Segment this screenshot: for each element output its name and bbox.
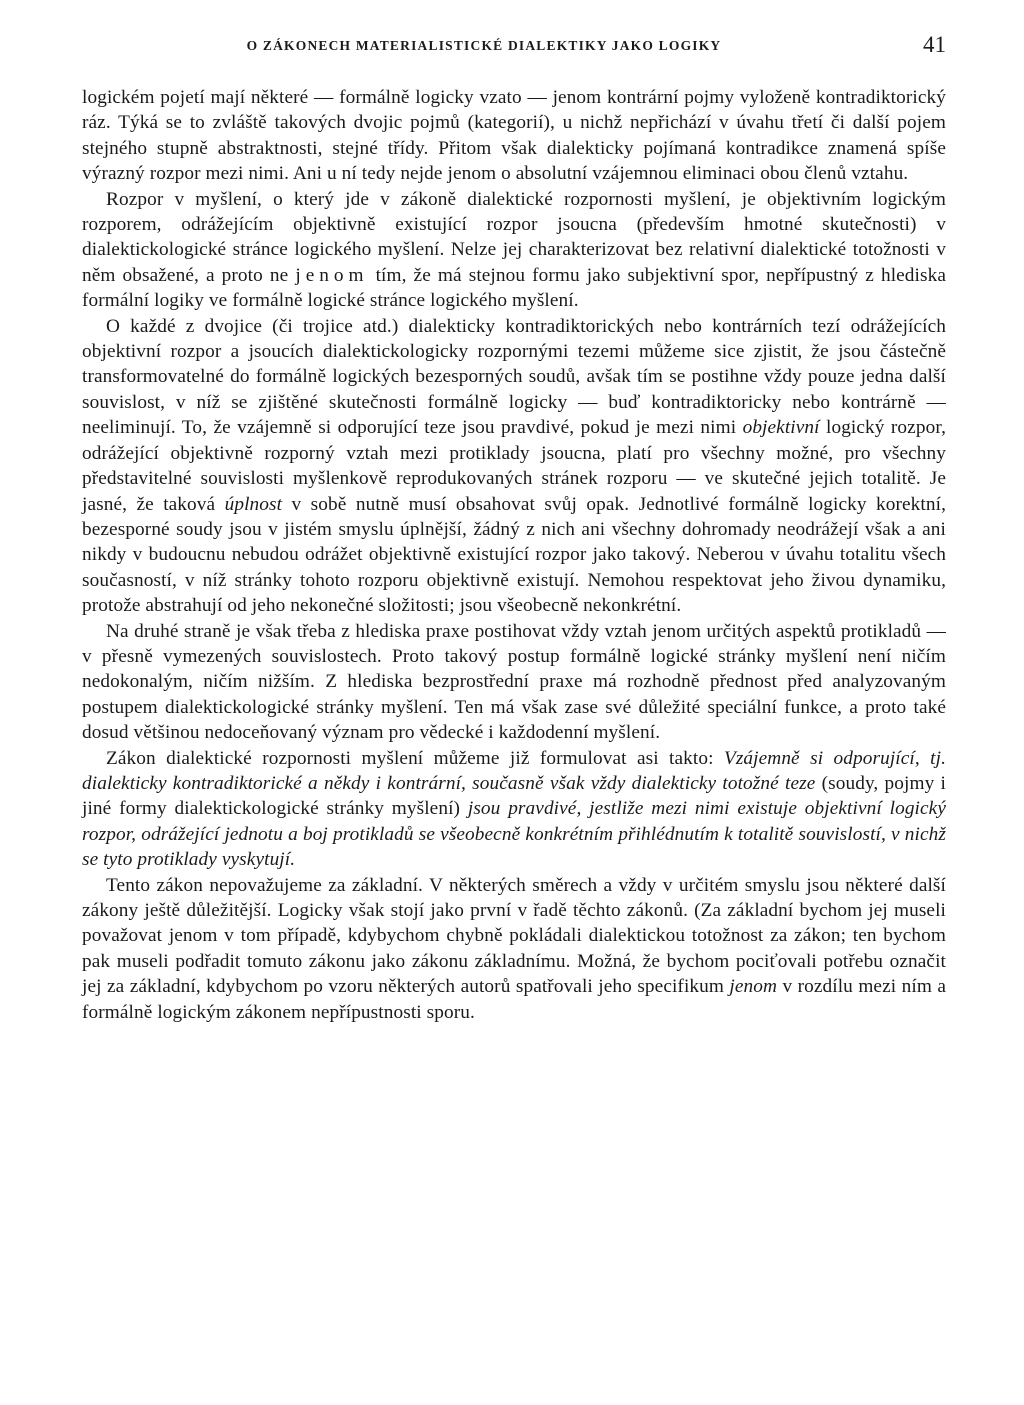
text-segment: v rozdílu mezi ním a formálně logickým zákonem nepřípustnosti sporu. bbox=[82, 976, 946, 1023]
text-segment: logický rozpor, odrážející objektivně rozporný vztah mezi protiklady jsoucna, platí pro všechny možné, pro všechny představitelné souvislosti myšlenkově reprodukovaných stránek rozporu — ve skutečné jejich totalitě. Je jasné, že taková bbox=[82, 417, 946, 515]
text-segment: v sobě nutně musí obsahovat svůj opak. Jednotlivé formálně logicky korektní, bezesporné soudy jsou v jistém smyslu úplnější, žádný z nich ani všechny dohromady neodrážejí však a ani nikdy v budoucnu nebudou odrážet objektivně existující rozpor jako takový. Neberou v úvahu totalitu všech současností, v níž stránky tohoto rozporu objektivně existují. Nemohou respektovat jeho živou dynamiku, protože abstrahují od jeho nekonečné složitosti; jsou všeobecně nekonkrétní. bbox=[82, 493, 946, 617]
paragraph bbox=[82, 873, 946, 1025]
paragraph bbox=[82, 619, 946, 746]
italic-text: jenom bbox=[729, 976, 778, 998]
paragraph bbox=[82, 85, 946, 187]
text-segment: logickém pojetí mají některé — formálně logicky vzato — jenom kontrární pojmy vyloženě kontradiktorický ráz. Týká se to zvláště takových dvojic pojmů (kategorií), u nichž nepřichází v úvahu třetí či další pojem stejného stupně abstraktnosti, stejné třídy. Přitom však dialekticky pojímaná kontradikce znamená spíše výrazný rozpor mezi nimi. Ani u ní tedy nejde jenom o absolutní vzájemnou eliminaci obou členů vztahu. bbox=[82, 87, 946, 185]
paragraph bbox=[82, 746, 946, 873]
text-segment: Zákon dialektické rozpornosti myšlení můžeme již formulovat asi takto: bbox=[106, 747, 724, 769]
italic-text: Vzájemně si odporující, tj. dialekticky kontradiktorické a někdy i kontrární, současně však vždy dialekticky totožné teze bbox=[82, 747, 947, 794]
text-segment: (soudy, pojmy i jiné formy dialektickologické stránky myšlení) bbox=[82, 772, 946, 820]
text-segment: Rozpor v myšlení, o který jde v zákoně dialektické rozpornosti myšlení, je objektivním logickým rozporem, odrážejícím objektivně existující rozpor jsoucna (především hmotné skutečnosti) v dialektickologické stránce logického myšlení. Nelze jej charakterizovat bez relativní dialektické totožnosti v něm obsažené, a proto ne bbox=[82, 188, 946, 286]
running-head: O ZÁKONECH MATERIALISTICKÉ DIALEKTIKY JAKO LOGIKY bbox=[246, 38, 722, 53]
text-segment: tím, že má stejnou formu jako subjektivní spor, nepřípustný z hlediska formální logiky ve formálně logické stránce logického myšlení. bbox=[82, 264, 947, 312]
body-text bbox=[82, 85, 946, 1025]
text-segment: Tento zákon nepovažujeme za základní. V některých směrech a vždy v určitém smyslu jsou některé další zákony ještě důležitější. Logicky však stojí jako první v řadě těchto zákonů. (Za základní bychom jej museli považovat jenom v tom případě, kdybychom chybně pokládali dialektickou totožnost za zákon; ten bychom pak museli podřadit tomuto zákonu jako zákonu základnímu. Možná, že bychom pociťovali potřebu označit jej za základní, kdybychom po vzoru některých autorů spatřovali jeho specifikum bbox=[82, 874, 946, 998]
italic-text: objektivní bbox=[742, 417, 820, 439]
italic-text: jsou pravdivé, jestliže mezi nimi existuje objektivní logický rozpor, odrážející jednotu a boj protikladů se všeobecně konkrétním přihlédnutím k totalitě souvislostí, v nichž se tyto protiklady vyskytují. bbox=[82, 798, 946, 871]
text-segment: Na druhé straně je však třeba z hlediska praxe postihovat vždy vztah jenom určitých aspektů protikladů — v přesně vymezených souvislostech. Proto takový postup formálně logické stránky myšlení není ničím nedokonalým, ničím nižším. Z hlediska bezprostřední praxe má rozhodně přednost před analyzovaným postupem dialektickologické stránky myšlení. Ten má však zase své důležité speciální funkce, a proto také dosud většinou nedoceňovaný význam pro vědecké i každodenní myšlení. bbox=[82, 620, 946, 744]
paragraph bbox=[82, 314, 946, 619]
text-segment: O každé z dvojice (či trojice atd.) dialekticky kontradiktorických nebo kontrárních tezí odrážejících objektivní rozpor a jsoucích dialektickologicky rozpornými tezemi můžeme sice zjistit, že jsou částečně transformovatelné do formálně logických bezesporných soudů, avšak tím se postihne vždy pouze jedna další souvislost, v níž se zjištěné skutečnosti formálně logicky — buď kontradiktoricky nebo kontrárně — neeliminují. To, že vzájemně si odporující teze jsou pravdivé, pokud je mezi nimi bbox=[82, 315, 946, 439]
page-header bbox=[82, 32, 946, 62]
italic-text: úplnost bbox=[224, 493, 283, 515]
spaced-emphasis-text: jenom bbox=[295, 264, 369, 286]
page-number: 41 bbox=[923, 32, 946, 57]
paragraph bbox=[82, 187, 946, 314]
